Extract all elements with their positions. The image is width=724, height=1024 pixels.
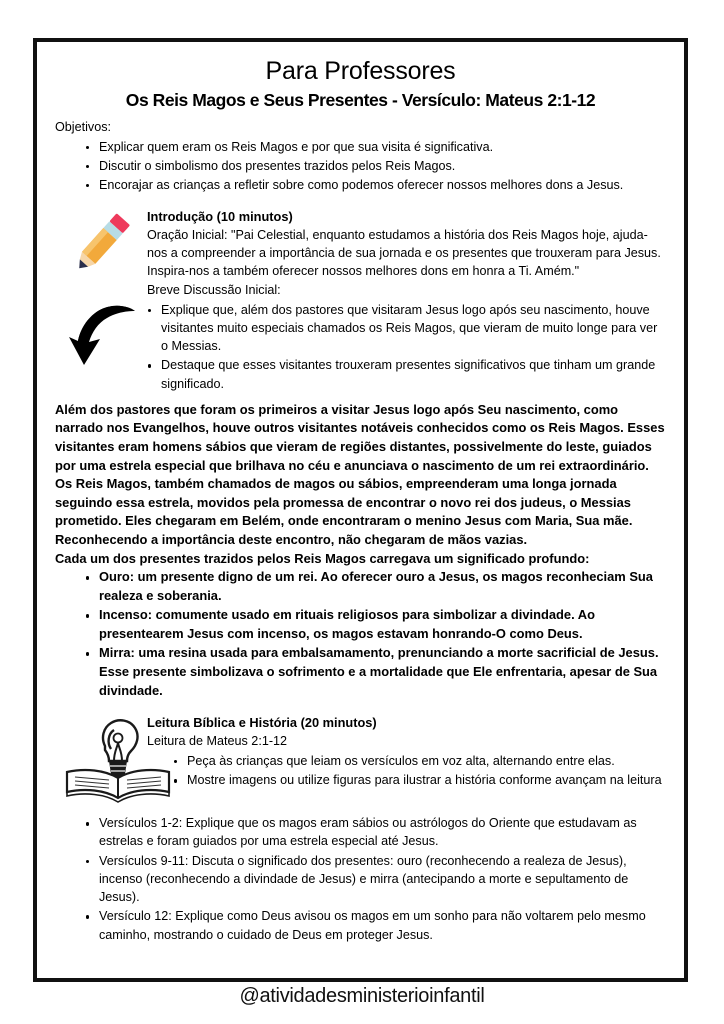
introduction-discussion-label: Breve Discussão Inicial: — [147, 282, 281, 297]
list-item — [85, 176, 666, 194]
spacer — [55, 702, 666, 708]
worksheet-frame — [33, 38, 688, 982]
list-item — [147, 356, 666, 393]
verse-text: Versículo 12: Explique como Deus avisou os magos em um sonho para não voltarem pelo mesmo caminho, mostrando o cuidado de Deus em proteger Jesus. — [99, 909, 646, 942]
introduction-section — [55, 208, 666, 299]
list-item — [85, 644, 666, 700]
narrative-paragraph: Os Reis Magos, também chamados de magos ou sábios, empreenderam uma longa jornada seguindo essa estrela, movidos pela promessa de encontrar o novo rei dos judeus, o Messias prometido. Eles chegaram em Belém, onde encontraram o menino Jesus com Maria, Sua mãe. Reconhecendo a importância deste encontro, não chegaram de mãos vazias. — [55, 476, 633, 547]
list-item — [173, 771, 666, 789]
list-item — [147, 301, 666, 356]
curved-arrow-icon — [67, 303, 139, 369]
narrative-paragraph: Cada um dos presentes trazidos pelos Reis Magos carregava um significado profundo: — [55, 550, 590, 566]
verses-list — [55, 814, 666, 944]
reading-list — [147, 752, 666, 790]
verse-text: Versículos 1-2: Explique que os magos eram sábios ou astrólogos do Oriente que estudavam as estrelas e foram guiados por uma estrela especial até Jesus. — [99, 816, 637, 849]
introduction-prayer: Oração Inicial: "Pai Celestial, enquanto estudamos a história dos Reis Magos hoje, ajuda-nos a compreender a importância de sua jornada e os presentes que trouxeram para Jesus. Inspira-nos a também oferecer nossos melhores dons em honra a Ti. Amém." — [147, 228, 661, 278]
gifts-list — [55, 568, 666, 700]
list-item — [85, 568, 666, 605]
discussion-list — [121, 301, 666, 393]
reading-heading: Leitura Bíblica e História (20 minutos) — [147, 715, 377, 731]
list-item — [85, 157, 666, 175]
reading-text: Mostre imagens ou utilize figuras para ilustrar a história conforme avançam na leitura — [187, 773, 662, 788]
verse-text: Versículos 9-11: Discuta o significado dos presentes: ouro (reconhecendo a realeza de Jesus), incenso (reconhecendo a divindade de Jesus) e mirra (antecipando a morte e sepultamento de Jesus). — [99, 853, 629, 905]
objectives-label: Objetivos: — [55, 119, 111, 134]
objective-text: Discutir o simbolismo dos presentes trazidos pelos Reis Magos. — [99, 158, 456, 173]
gift-text: Incenso: comumente usado em rituais religiosos para simbolizar a divindade. Ao presentearem Jesus com incenso, os magos estavam honrando-O como Deus. — [99, 607, 595, 641]
page-title: Para Professores — [265, 57, 456, 85]
spacer — [55, 196, 666, 202]
objectives-list — [55, 138, 666, 195]
introduction-body — [147, 208, 666, 299]
list-item — [85, 814, 666, 851]
list-item — [85, 606, 666, 643]
footer-handle: @atividadesministerioinfantil — [239, 985, 485, 1007]
discussion-text: Explique que, além dos pastores que visitaram Jesus logo após seu nascimento, houve visitantes muito especiais chamados os Reis Magos, que vieram de muito longe para ver o Messias. — [161, 302, 658, 354]
reading-reference: Leitura de Mateus 2:1-12 — [147, 734, 288, 749]
list-item — [85, 852, 666, 907]
worksheet-content — [37, 42, 684, 978]
lightbulb-book-icon — [59, 716, 177, 804]
list-item — [85, 138, 666, 156]
list-item — [173, 752, 666, 770]
reading-body — [147, 714, 666, 789]
discussion-text: Destaque que esses visitantes trouxeram presentes significativos que tinham um grande significado. — [161, 358, 656, 391]
page-subtitle: Os Reis Magos e Seus Presentes - Versículo: Mateus 2:1-12 — [125, 89, 596, 110]
objective-text: Explicar quem eram os Reis Magos e por que sua visita é significativa. — [99, 139, 494, 154]
introduction-heading: Introdução (10 minutos) — [147, 209, 293, 225]
reading-section — [55, 714, 666, 800]
objective-text: Encorajar as crianças a refletir sobre como podemos oferecer nossos melhores dons a Jesus. — [99, 178, 624, 192]
gift-text: Ouro: um presente digno de um rei. Ao oferecer ouro a Jesus, os magos reconheciam Sua realeza e soberania. — [99, 569, 653, 603]
list-item — [85, 907, 666, 944]
reading-text: Peça às crianças que leiam os versículos em voz alta, alternando entre elas. — [187, 753, 615, 768]
pencil-icon — [65, 206, 139, 280]
gift-text: Mirra: uma resina usada para embalsamamento, prenunciando a morte sacrificial de Jesus. Esse presente simbolizava o sofrimento e a mortalidade que Ele enfrentaria, apesar de Sua divindade. — [99, 645, 659, 698]
narrative-paragraph: Além dos pastores que foram os primeiros a visitar Jesus logo após Seu nascimento, como narrado nos Evangelhos, houve outros visitantes notáveis conhecidos como os Reis Magos. Esses visitantes eram homens sábios que vieram de regiões distantes, possivelmente do leste, guiados por uma estrela especial que brilhava no céu e anunciava o nascimento de um rei extraordinário. — [55, 401, 665, 473]
discussion-body — [121, 301, 666, 393]
narrative-section — [55, 401, 666, 700]
discussion-section — [55, 301, 666, 393]
